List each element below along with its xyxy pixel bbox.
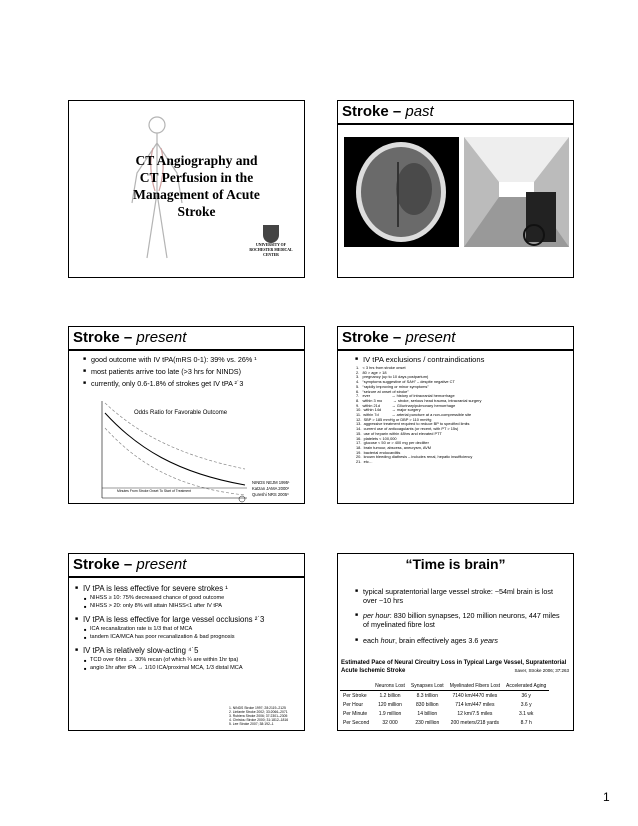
slide-heading: “Time is brain”	[405, 556, 506, 572]
title-rule	[69, 576, 304, 578]
sub-bullet: ■ NIHSS > 20: only 8% will attain NIHSS<1 after IV tPA	[90, 603, 300, 610]
table-cell: 3.1 wk	[518, 710, 534, 717]
exclusion-item: 19. bacterial endocarditis	[356, 449, 401, 455]
table-cell: 14 billion	[417, 710, 438, 717]
table-cell: Per Minute	[343, 710, 368, 717]
slide-heading: Stroke – present	[73, 556, 187, 573]
bullet-heading: ■ IV tPA exclusions / contraindications	[363, 355, 568, 364]
slide-title-text: CT Angiography and CT Perfusion in the Management of Acute Stroke	[133, 153, 260, 219]
reference: 3. Rubiera Stroke 2006; 37:2301–2305	[229, 714, 288, 718]
reference: 1. NINDS Stroke 1997; 28:2119–2125	[229, 706, 286, 710]
exclusion-item: 18. brain tumour, abscess, aneurysm, AVM	[356, 444, 431, 450]
table-cell: 12 km/7.5 miles	[457, 710, 493, 717]
slide-heading: Stroke – past	[342, 103, 434, 120]
table-cell: Accelerated Aging	[503, 681, 549, 691]
bullet: ■ IV tPA is less effective for severe strokes ¹	[83, 584, 301, 593]
slide-heading: Stroke – present	[73, 329, 187, 346]
page-number: 1	[603, 790, 610, 804]
table-cell: 200 meters/218 yards	[450, 719, 500, 726]
exclusion-item: 17. glucose < 50 or > 400 mg per deciliter	[356, 440, 429, 446]
exclusion-item: 7. ever → history of intracranial hemorrhage	[356, 393, 455, 399]
reference: Qureshi NRS 2005³	[252, 492, 289, 497]
table-cell: Neurons Lost	[372, 681, 408, 691]
table-cell: Per Stroke	[343, 692, 367, 699]
slide-heading: Stroke – present	[342, 329, 456, 346]
exclusion-item: 12. SBP > 185 mmHg or DBP > 110 mmHg	[356, 416, 432, 422]
ct-scan-image	[344, 137, 459, 247]
university-logo	[246, 225, 296, 269]
sub-bullet: ■ ICA recanalization rate is 1/3 that of MCA	[90, 626, 300, 633]
exclusion-item: 11. within 7d → arterial puncture at a non-compressible site	[356, 412, 472, 418]
exclusion-item: 9. within 21d → GI/urinary/pulmonary hemorrhage	[356, 402, 456, 408]
table-cell: 1.9 million	[378, 710, 402, 717]
title-rule	[69, 349, 304, 351]
bullet: ■ IV tPA is less effective for large vessel occlusions ²˙3	[83, 615, 301, 624]
exclusion-item: 2. 80 > age > 18	[356, 369, 387, 375]
table-cell: 7140 km/4470 miles	[452, 692, 498, 699]
reference: 5. Lee Stroke 2007; 38:192–1	[229, 722, 274, 726]
slide-stroke-present-efficacy	[68, 553, 305, 731]
bullet: ■ IV tPA is relatively slow-acting ⁴˙5	[83, 646, 301, 655]
exclusion-item: 8. within 3 mo → stroke, serious head trauma, intracranial surgery	[356, 397, 482, 403]
table-cell: 230 million	[415, 719, 440, 726]
exclusion-item: 6. “seizure at onset of stroke”	[356, 388, 409, 394]
slide-title	[68, 100, 305, 278]
table-cell: Per Second	[343, 719, 370, 726]
table-row	[340, 691, 549, 701]
exclusion-item: 21. etc…	[356, 459, 373, 465]
sub-bullet: ■ TCD over 6hrs → 30% recan (of which ¼ are within 1hr tpa)	[90, 657, 300, 664]
slide-stroke-past	[337, 100, 574, 278]
slide-stroke-present-outcome	[68, 326, 305, 504]
sub-bullet: ■ NIHSS ≥ 10: 75% decreased chance of good outcome	[90, 595, 300, 602]
table-title: Estimated Pace of Neural Circuitry Loss in Typical Large Vessel, Supratentorial Acute Ischemic Stroke	[341, 660, 567, 674]
table-cell	[340, 681, 372, 691]
hospital-hallway-image	[464, 137, 569, 247]
exclusion-list	[356, 366, 571, 465]
bullet: ■ currently, only 0.6-1.8% of strokes get IV tPA ²˙3	[91, 379, 301, 388]
exclusion-item: 20. known bleeding diathesis – includes renal, hepatic insufficiency	[356, 454, 473, 460]
reference: NINDS NEJM 1995¹	[252, 480, 290, 485]
exclusion-item: 5. “rapidly improving or minor symptoms”	[356, 383, 429, 389]
title-rule	[338, 349, 573, 351]
exclusion-item: 10. within 14d → major surgery	[356, 407, 421, 413]
bullet: ■ each hour, brain effectively ages 3.6 years	[363, 636, 563, 645]
table-cell: 8.3 trillion	[416, 692, 438, 699]
exclusion-item: 15. use of heparin within 48hrs and elevated PTT	[356, 430, 442, 436]
table-row	[340, 718, 549, 727]
chart-xlabel: Minutes From Stroke Onset To Start of Treatment	[117, 489, 191, 493]
exclusion-item: 1. < 3 hrs from stroke onset	[356, 365, 406, 370]
bullet: ■ most patients arrive too late (>3 hrs for NINDS)	[91, 367, 301, 376]
table-row	[340, 681, 549, 691]
exclusion-item: 16. platelets < 100,000	[356, 435, 397, 441]
shield-icon	[263, 225, 279, 243]
table-row	[340, 700, 549, 709]
table-citation: Saver, Stroke 2006; 37:263	[514, 668, 569, 673]
table-cell: Per Hour	[343, 701, 364, 708]
bullet: ■ good outcome with IV tPA(mRS 0-1): 39% vs. 26% ¹	[91, 355, 301, 364]
table-cell: 32 000	[382, 719, 398, 726]
bullet: ■ per hour: 830 billion synapses, 120 million neurons, 447 miles of myelinated fibre lost	[363, 611, 563, 629]
neural-loss-table	[340, 681, 549, 727]
exclusion-item: 4. “symptoms suggestive of SAH” – despite negative CT	[356, 379, 455, 385]
logo-text: UNIVERSITY OF ROCHESTER MEDICAL CENTER	[249, 243, 293, 257]
exclusion-item: 13. aggressive treatment required to reduce BP to specified limits	[356, 421, 470, 427]
table-cell: Synapses Lost	[408, 681, 447, 691]
table-cell: 8.7 h	[520, 719, 532, 726]
sub-bullet: ■ angio 1hr after tPA → 1/10 ICA/proximal MCA, 1/3 distal MCA	[90, 665, 300, 672]
exclusion-item: 3. pregnancy (up to 10 days postpartum)	[356, 374, 429, 380]
title-rule	[338, 123, 573, 125]
table-cell: 36 y	[521, 692, 531, 699]
table-cell: 830 billion	[416, 701, 439, 708]
table-cell: 1.2 billion	[379, 692, 401, 699]
table-cell: 120 million	[378, 701, 402, 708]
slide-time-is-brain	[337, 553, 574, 731]
bullet: ■ typical supratentorial large vessel stroke: ~54ml brain is lost over ~10 hrs	[363, 587, 563, 605]
table-row	[340, 709, 549, 718]
table-cell: 3.6 y	[520, 701, 532, 708]
reference: 4. Christou Stroke 2000; 31:1812–1816	[229, 718, 289, 722]
sub-bullet: ■ tandem ICA/MCA has poor recanalization & bad prognosis	[90, 634, 300, 641]
exclusion-item: 14. current use of anticoagulants (or recent, with PT > 15s)	[356, 426, 459, 432]
slide-stroke-present-exclusions	[337, 326, 574, 504]
table-cell: 714 km/447 miles	[455, 701, 495, 708]
chart-label: Odds Ratio for Favorable Outcome	[134, 410, 228, 416]
reference: 2. Linfante Stroke 2002; 33:2066–2071	[229, 710, 288, 714]
reference: Katzan JAMA 2000²	[252, 486, 290, 491]
table-cell: Myelinated Fibers Lost	[447, 681, 503, 691]
